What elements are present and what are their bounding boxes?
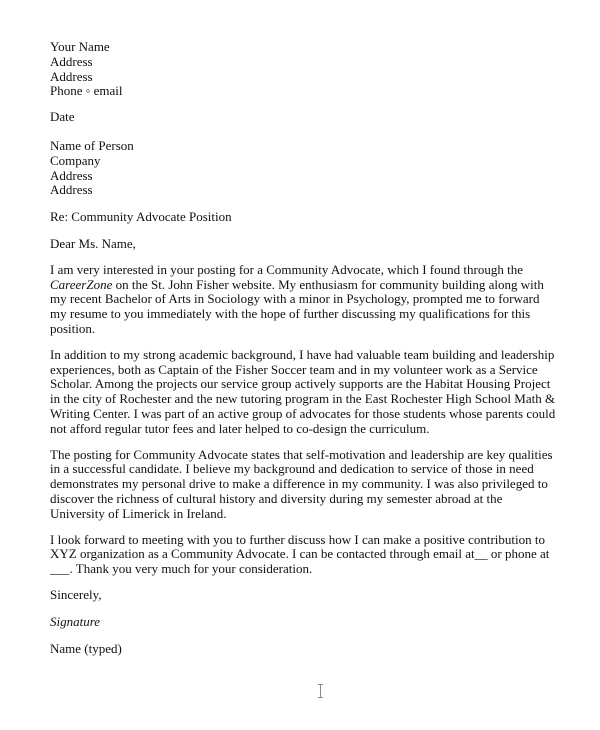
letter-page — [50, 40, 560, 656]
paragraph-3-line-4: discover the richness of cultural history and diversity during my semester abroad at the — [50, 490, 503, 506]
subject-line: Re: Community Advocate Position — [50, 209, 232, 225]
recipient-company: Company — [50, 152, 101, 168]
paragraph-3-line-5: University of Limerick in Ireland. — [50, 505, 227, 521]
typed-name-block — [50, 642, 560, 657]
recipient-address-1: Address — [50, 167, 93, 183]
date-block — [50, 110, 560, 125]
paragraph-2 — [50, 348, 560, 437]
paragraph-1-line-4: my resume to you immediately with the hope of further discussing my qualifications for this — [50, 306, 531, 322]
paragraph-1 — [50, 263, 560, 337]
paragraph-1-line-2-rest: on the St. John Fisher website. My enthusiasm for community building along with — [112, 276, 544, 292]
paragraph-1-line-1: I am very interested in your posting for a Community Advocate, which I found through the — [50, 261, 523, 277]
paragraph-4-line-1: I look forward to meeting with you to further discuss how I can make a positive contribution to — [50, 531, 545, 547]
sender-address-1: Address — [50, 53, 93, 69]
paragraph-1-line-3: my recent Bachelor of Arts in Sociology with a minor in Psychology, prompted me to forward — [50, 291, 540, 307]
recipient-name: Name of Person — [50, 137, 134, 153]
paragraph-2-line-2: experiences, both as Captain of the Fisher Soccer team and in my volunteer work as a Service — [50, 361, 538, 377]
closing: Sincerely, — [50, 586, 102, 602]
careerzone-text: CareerZone — [50, 276, 113, 292]
paragraph-4-line-3: ___. Thank you very much for your consideration. — [50, 561, 313, 577]
paragraph-4-line-2: XYZ organization as a Community Advocate. I can be contacted through email at__ or phone at — [50, 546, 550, 562]
paragraph-3 — [50, 448, 560, 522]
sender-name: Your Name — [50, 39, 110, 54]
subject-line-block — [50, 210, 560, 225]
salutation: Dear Ms. Name, — [50, 235, 136, 251]
paragraph-2-line-3: Scholar. Among the projects our service group actively supports are the Habitat Housing Project — [50, 376, 551, 392]
paragraph-4 — [50, 533, 560, 577]
paragraph-1-line-2 — [50, 278, 560, 293]
paragraph-3-line-1: The posting for Community Advocate states that self-motivation and leadership are key qualities — [50, 446, 553, 462]
paragraph-3-line-3: demonstrates my personal drive to make a difference in my community. I was also privileged to — [50, 476, 548, 492]
paragraph-3-line-2: in a successful candidate. I believe my background and dedication to service of those in need — [50, 461, 534, 477]
paragraph-2-line-5: Writing Center. I was part of an active group of advocates for those students whose parents could — [50, 405, 556, 421]
salutation-block — [50, 237, 560, 252]
paragraph-2-line-4: in the city of Rochester and the new tutoring program in the East Rochester High School Math & — [50, 391, 556, 407]
sender-block — [50, 40, 560, 99]
signature-block — [50, 615, 560, 630]
sender-contact: Phone ◦ email — [50, 83, 123, 99]
paragraph-1-line-5: position. — [50, 320, 96, 336]
paragraph-2-line-6: not afford regular tutor fees and later helped to co-design the curriculum. — [50, 420, 430, 436]
closing-block — [50, 588, 560, 603]
paragraph-2-line-1: In addition to my strong academic background, I have had valuable team building and leadership — [50, 346, 555, 362]
typed-name: Name (typed) — [50, 640, 122, 656]
recipient-address-2: Address — [50, 182, 93, 198]
page-marker-icon — [317, 682, 325, 700]
recipient-block — [50, 139, 560, 198]
letter-date: Date — [50, 109, 75, 125]
sender-address-2: Address — [50, 68, 93, 84]
signature: Signature — [50, 613, 101, 629]
